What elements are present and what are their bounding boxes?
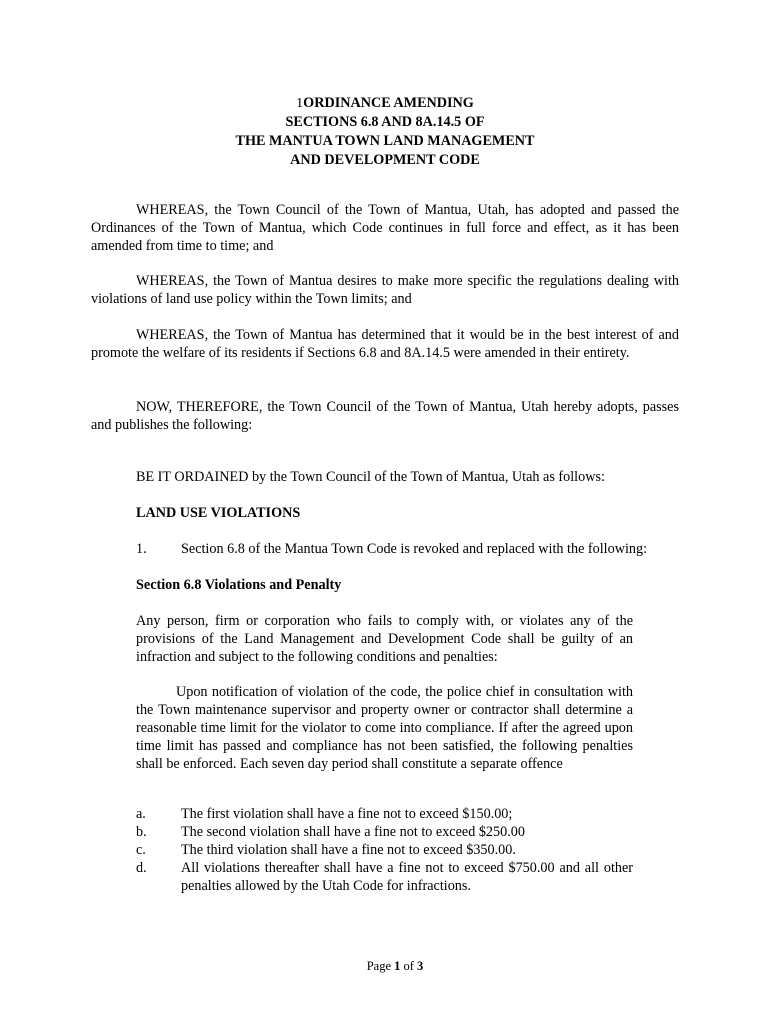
whereas-paragraph-1: WHEREAS, the Town Council of the Town of Mantua, Utah, has adopted and passed the Ordinances of the Town of Mantua, which Code continues in full force and effect, as it has been amended from time to time; and — [91, 202, 679, 254]
list-item — [136, 859, 633, 895]
item-text: Section 6.8 of the Mantua Town Code is revoked and replaced with the following: — [181, 541, 648, 557]
current-page-number: 1 — [394, 959, 401, 973]
list-item — [136, 805, 633, 823]
penalty-list — [136, 805, 633, 895]
ordained-statement: BE IT ORDAINED by the Town Council of the Town of Mantua, Utah as follows: — [136, 469, 605, 485]
list-item — [136, 823, 633, 841]
footnote-marker: 1 — [296, 96, 304, 111]
list-item-text: The third violation shall have a fine not to exceed $350.00. — [181, 842, 516, 858]
land-use-violations-heading: LAND USE VIOLATIONS — [136, 505, 301, 521]
section-intro-paragraph: Any person, firm or corporation who fails to comply with, or violates any of the provisions of the Land Management and Development Code shall be guilty of an infraction and subject to the following conditions and penalties: — [136, 613, 633, 665]
page-label: Page — [366, 959, 391, 973]
item-number: 1. — [136, 541, 147, 557]
list-marker: d. — [136, 860, 147, 876]
list-item-text: All violations thereafter shall have a fine not to exceed $750.00 and all other penalties allowed by the Utah Code for infractions. — [181, 860, 633, 894]
title-line-2: SECTIONS 6.8 AND 8A.14.5 OF — [285, 114, 485, 130]
title-line-1: 1ORDINANCE AMENDING — [296, 95, 474, 111]
page-footer — [0, 957, 770, 975]
title-line-3: THE MANTUA TOWN LAND MANAGEMENT — [235, 133, 535, 149]
section-body-paragraph: Upon notification of violation of the code, the police chief in consultation with the Town maintenance supervisor and property owner or contractor shall determine a reasonable time limit for the violator to come into compliance. If after the agreed upon time limit has passed and compliance has not been satisfied, the following penalties shall be enforced. Each seven day period shall constitute a separate offence — [136, 684, 633, 772]
list-item — [136, 841, 633, 859]
list-item-text: The second violation shall have a fine not to exceed $250.00 — [181, 824, 525, 840]
document-title — [0, 94, 770, 170]
list-marker: b. — [136, 824, 147, 840]
list-marker: c. — [136, 842, 146, 858]
list-marker: a. — [136, 806, 146, 822]
list-item-text: The first violation shall have a fine not to exceed $150.00; — [181, 806, 513, 822]
section-6-8-heading: Section 6.8 Violations and Penalty — [136, 577, 342, 593]
page-separator: of — [403, 959, 414, 973]
whereas-paragraph-3: WHEREAS, the Town of Mantua has determined that it would be in the best interest of and promote the welfare of its residents if Sections 6.8 and 8A.14.5 were amended in their entirety. — [91, 327, 679, 361]
now-therefore-paragraph: NOW, THEREFORE, the Town Council of the Town of Mantua, Utah hereby adopts, passes and publishes the following: — [91, 399, 679, 433]
whereas-paragraph-2: WHEREAS, the Town of Mantua desires to make more specific the regulations dealing with violations of land use policy within the Town limits; and — [91, 273, 679, 307]
title-line-4: AND DEVELOPMENT CODE — [290, 152, 480, 168]
total-page-count: 3 — [417, 959, 424, 973]
